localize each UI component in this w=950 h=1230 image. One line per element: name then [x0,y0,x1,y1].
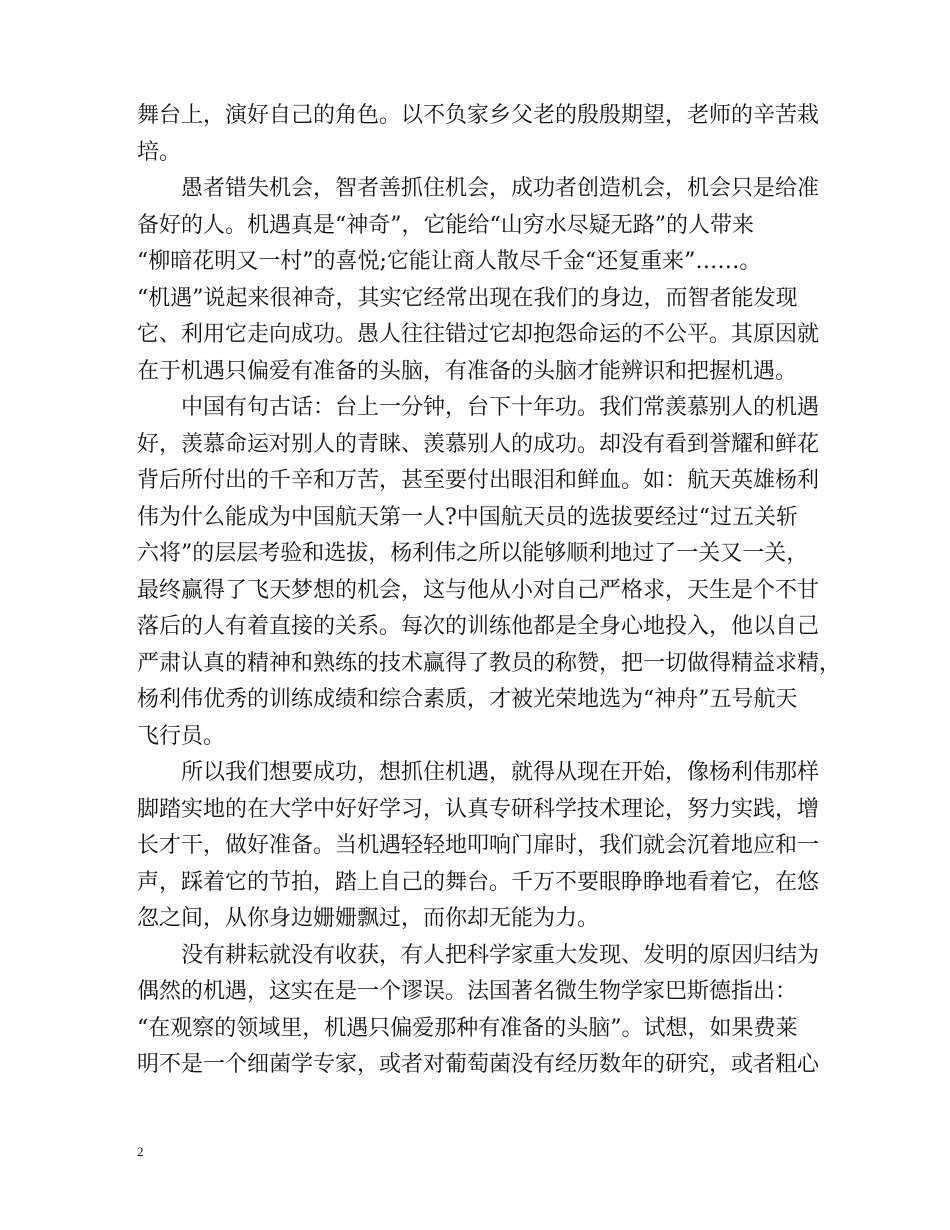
text-line: 好，羡慕命运对别人的青睐、羡慕别人的成功。却没有看到誉耀和鲜花 [137,431,820,457]
text-line: 备好的人。机遇真是“神奇”，它能给“山穷水尽疑无路”的人带来 [137,212,754,238]
text-line: 最终赢得了飞天梦想的机会，这与他从小对自己严格求，天生是个不甘 [137,577,820,603]
text-line: 偶然的机遇，这实在是一个谬误。法国著名微生物学家巴斯德指出： [137,979,798,1004]
text-line: 所以我们想要成功，想抓住机遇，就得从现在开始，像杨利伟那样 [181,760,820,785]
paragraph [137,755,825,938]
text-line: 舞台上，演好自己的角色。以不负家乡父老的殷殷期望，老师的辛苦栽 [137,103,820,128]
text-line: 愚者错失机会，智者善抓住机会，成功者创造机会，机会只是给准 [181,176,820,201]
text-line: 严肃认真的精神和熟练的技术赢得了教员的称赞，把一切做得精益求精， [137,650,842,676]
text-line: 落后的人有着直接的关系。每次的训练他都是全身心地投入，他以自己 [137,614,820,639]
text-line: 六将”的层层考验和选拔，杨利伟之所以能够顺利地过了一关又一关， [137,541,809,566]
paragraph [137,171,825,390]
text-line: 长才干，做好准备。当机遇轻轻地叩响门扉时，我们就会沉着地应和一 [137,833,820,858]
paragraph [137,98,825,171]
text-line: 声，踩着它的节拍，踏上自己的舞台。千万不要眼睁睁地看着它，在悠 [137,869,820,895]
text-line: “在观察的领域里，机遇只偏爱那种有准备的头脑”。试想，如果费莱 [137,1015,798,1041]
document-body [137,98,842,1084]
page-number: 2 [137,1144,144,1159]
text-line: 飞行员。 [137,723,226,749]
text-line: 在于机遇只偏爱有准备的头脑，有准备的头脑才能辨识和把握机遇。 [137,358,798,384]
text-line: 杨利伟优秀的训练成绩和综合素质，才被光荣地选为“神舟”五号航天 [137,687,798,712]
text-line: 没有耕耘就没有收获，有人把科学家重大发现、发明的原因归结为 [181,942,820,968]
text-line: 培。 [137,139,182,165]
text-line: 忽之间，从你身边姗姗飘过，而你却无能为力。 [137,906,600,931]
text-line: 明不是一个细菌学专家，或者对葡萄菌没有经历数年的研究，或者粗心 [137,1052,820,1077]
text-line: “柳暗花明又一村”的喜悦;它能让商人散尽千金“还复重来”……。 [137,249,762,274]
paragraph [137,938,825,1084]
text-line: 它、利用它走向成功。愚人往往错过它却抱怨命运的不公平。其原因就 [137,322,820,347]
text-line: 脚踏实地的在大学中好好学习，认真专研科学技术理论，努力实践，增 [137,796,820,822]
text-line: 伟为什么能成为中国航天第一人?中国航天员的选拔要经过“过五关斩 [137,504,799,530]
paragraph [137,390,842,755]
text-line: “机遇”说起来很神奇，其实它经常出现在我们的身边，而智者能发现 [137,285,798,311]
text-line: 背后所付出的千辛和万苦，甚至要付出眼泪和鲜血。如：航天英雄杨利 [137,468,820,493]
text-line: 中国有句古话：台上一分钟，台下十年功。我们常羡慕别人的机遇 [181,395,820,420]
